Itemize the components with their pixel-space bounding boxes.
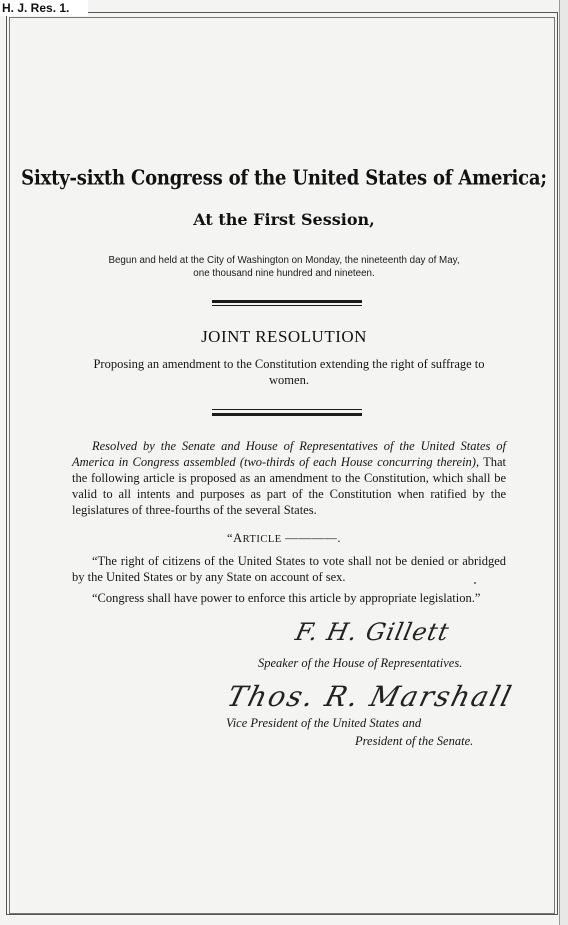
- paper-speck: [474, 582, 476, 584]
- page-edge: [559, 0, 568, 925]
- divider-rule-middle: [212, 413, 362, 416]
- article-section-2: “Congress shall have power to enforce this article by appropriate legislation.”: [92, 591, 481, 605]
- resolving-clause: [72, 438, 506, 518]
- congress-heading: Sixty-sixth Congress of the United States of America;: [21, 166, 547, 191]
- begun-statement: [40, 254, 528, 280]
- speaker-title: Speaker of the House of Representatives.: [258, 656, 463, 670]
- begun-line-1: Begun and held at the City of Washington on Monday, the nineteenth day of May,: [108, 255, 460, 266]
- divider-rule-top-thin: [212, 305, 362, 306]
- resolving-clause-text: That the following article is proposed as an amendment to the Constitution, which shall be valid to all intents and purposes as part of the Constitution when ratified by the legislatures of three-fourths of the several States.: [72, 455, 507, 517]
- article-open: “A: [227, 531, 243, 545]
- speaker-signature: F. H. Gillett: [293, 618, 453, 646]
- senate-president-title: President of the Senate.: [355, 734, 474, 748]
- resolution-title: JOINT RESOLUTION: [201, 327, 367, 346]
- article-section-1: “The right of citizens of the United States to vote shall not be denied or abridged by the United States or by any State on account of sex.: [72, 554, 506, 584]
- article-small-caps: RTICLE: [242, 534, 282, 545]
- resolution-subtitle: Proposing an amendment to the Constitution extending the right of suffrage to women.: [93, 357, 485, 387]
- article-close: ————.: [281, 531, 341, 545]
- resolving-clause-italic: Resolved by the Senate and House of Representatives of the United States of America in Congress assembled (two-thirds of each House concurring therein),: [72, 439, 506, 469]
- vice-president-title: Vice President of the United States and: [226, 716, 422, 730]
- session-heading: At the First Session,: [193, 210, 375, 229]
- vice-president-signature: Thos. R. Marshall: [223, 680, 517, 713]
- divider-rule-middle-thin: [212, 409, 362, 410]
- document-label: H. J. Res. 1.: [0, 0, 88, 16]
- begun-line-2: one thousand nine hundred and nineteen.: [193, 268, 375, 279]
- article-heading: [0, 531, 568, 546]
- divider-rule-top: [212, 300, 362, 303]
